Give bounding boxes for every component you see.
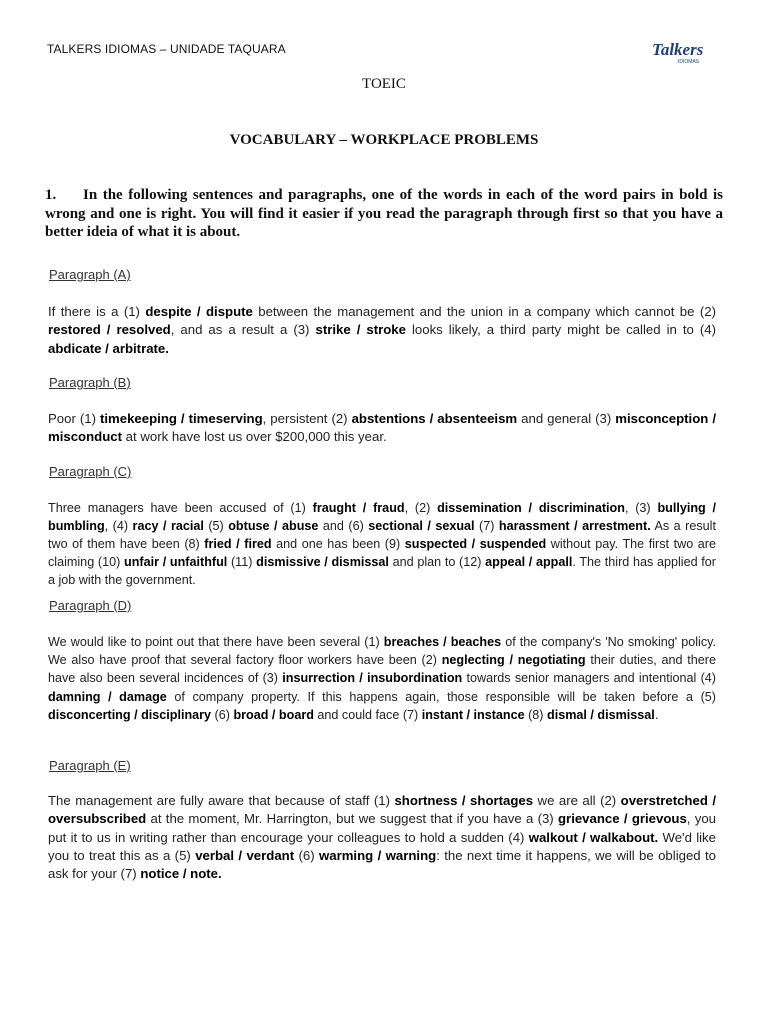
word-pair: abdicate / arbitrate.: [48, 340, 169, 356]
word-pair: grievance / grievous: [558, 811, 687, 827]
word-pair: obtuse / abuse: [228, 519, 319, 533]
word-pair: restored / resolved: [48, 322, 171, 338]
word-pair: verbal / verdant: [195, 847, 295, 863]
question-1: [45, 186, 723, 242]
word-pair: damning / damage: [48, 689, 167, 704]
paragraph-a-label: Paragraph (A): [49, 267, 131, 282]
word-pair: despite / dispute: [145, 304, 253, 319]
word-pair: unfair / unfaithful: [124, 555, 228, 569]
paragraph-d-label: Paragraph (D): [49, 598, 132, 613]
word-pair: timekeeping / timeserving: [99, 411, 263, 426]
word-pair: fraught / fraud: [312, 501, 405, 515]
word-pair: sectional / sexual: [368, 519, 475, 533]
question-number: 1.: [45, 187, 57, 203]
word-pair: disconcerting / disciplinary: [48, 707, 212, 722]
word-pair: dissemination / discrimination: [437, 501, 625, 515]
paragraph-c-label: Paragraph (C): [49, 464, 132, 479]
word-pair: bullying / bumbling: [48, 501, 717, 533]
school-header: TALKERS IDIOMAS – UNIDADE TAQUARA: [47, 42, 286, 56]
word-pair: instant / instance: [421, 707, 525, 722]
word-pair: warming / warning: [318, 847, 437, 863]
word-pair: abstentions / absenteeism: [351, 411, 518, 426]
paragraph-c: Three managers have been accused of (1) fraught / fraud, (2) dissemination / discrimination, (3) bullying / bumbling, (4) racy / racial (5) obtuse / abuse and (6) sectional / sexual (7) harassment / arrestment. As a result two of them have been (8) fried / fired and one has been (9) suspected / suspended without pay. The first two are claiming (10) unfair / unfaithful (11) dismissive / dismissal and plan to (12) appeal / appall. The third has applied for a job with the government.: [48, 501, 717, 587]
word-pair: harassment / arrestment.: [498, 519, 651, 533]
word-pair: broad / board: [233, 707, 314, 722]
word-pair: notice / note.: [140, 866, 222, 882]
word-pair: dismal / dismissal: [547, 707, 655, 722]
word-pair: fried / fired: [204, 537, 272, 551]
paragraph-e-label: Paragraph (E): [49, 758, 131, 773]
logo-subtext: IDIOMAS: [678, 59, 700, 64]
word-pair: shortness / shortages: [394, 793, 534, 808]
word-pair: insurrection / insubordination: [282, 671, 463, 686]
logo-wordmark: Talkers: [652, 40, 704, 59]
paragraph-b: Poor (1) timekeeping / timeserving, persistent (2) abstentions / absenteeism and general (3) misconception / misconduct at work have lost us over $200,000 this year.: [48, 411, 716, 445]
paragraph-b-label: Paragraph (B): [49, 375, 131, 390]
question-text: In the following sentences and paragraphs, one of the words in each of the word pairs in bold is wrong and one is right. You will find it easier if you read the paragraph through first so that you have a better ideia of what it is about.: [45, 187, 723, 240]
paragraph-a: If there is a (1) despite / dispute between the management and the union in a company which cannot be (2) restored / resolved, and as a result a (3) strike / stroke looks likely, a third party might be called in to (4) abdicate / arbitrate.: [48, 304, 717, 356]
word-pair: neglecting / negotiating: [441, 653, 586, 668]
talkers-logo-graphic: [650, 38, 720, 64]
word-pair: racy / racial: [132, 519, 204, 533]
topic-title: VOCABULARY – WORKPLACE PROBLEMS: [229, 132, 539, 148]
paragraph-e: The management are fully aware that because of staff (1) shortness / shortages we are all (2) overstretched / oversubscribed at the moment, Mr. Harrington, but we suggest that if you have a (3) grievance / grievous, you put it to us in writing rather than encourage your colleagues to hold a sudden (4) walkout / walkabout. We'd like you to treat this as a (5) verbal / verdant (6) warming / warning: the next time it happens, we will be obliged to ask for your (7) notice / note.: [48, 793, 717, 882]
word-pair: appeal / appall: [485, 555, 573, 569]
word-pair: breaches / beaches: [383, 635, 502, 649]
word-pair: strike / stroke: [315, 322, 406, 338]
word-pair: dismissive / dismissal: [256, 555, 389, 569]
word-pair: walkout / walkabout.: [528, 829, 659, 845]
word-pair: overstretched / oversubscribed: [48, 793, 717, 827]
word-pair: misconception / misconduct: [48, 411, 716, 445]
talkers-logo: [650, 38, 720, 64]
exam-title: TOEIC: [362, 76, 406, 92]
paragraph-d: We would like to point out that there have been several (1) breaches / beaches of the company's 'No smoking' policy. We also have proof that several factory floor workers have been (2) neglecting / negotiating their duties, and there have also been several incidences of (3) insurrection / insubordination towards senior managers and intentional (4) damning / damage of company property. If this happens again, those responsible will be taken before a (5) disconcerting / disciplinary (6) broad / board and could face (7) instant / instance (8) dismal / dismissal.: [48, 635, 717, 722]
word-pair: suspected / suspended: [404, 537, 547, 551]
